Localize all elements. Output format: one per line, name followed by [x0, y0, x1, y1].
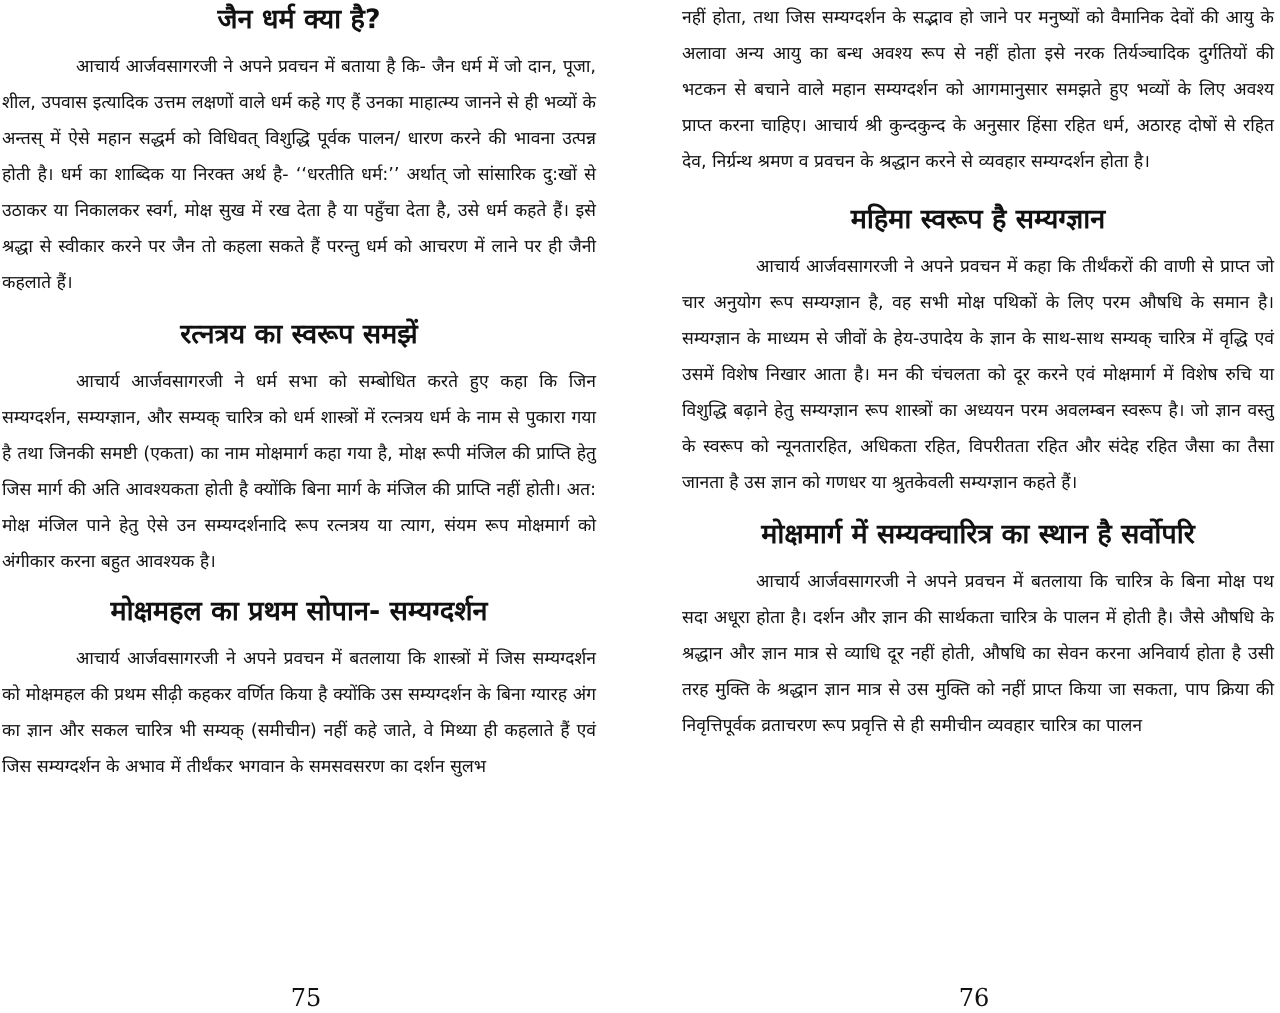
- section-heading: महिमा स्वरूप है सम्यग्ज्ञान: [850, 204, 1106, 235]
- section-heading: रत्नत्रय का स्वरूप समझें: [180, 319, 418, 351]
- section-heading: जैन धर्म क्या है?: [217, 4, 381, 35]
- page-number: 76: [958, 984, 990, 1012]
- right-page: [668, 0, 1280, 1013]
- section-paragraph: आचार्य आर्जवसागरजी ने अपने प्रवचन में बतलाया कि शास्त्रों में जिस सम्यग्दर्शन को मोक्षमहल की प्रथम सीढ़ी कहकर वर्णित किया है क्योंकि उस सम्यग्दर्शन के बिना ग्यारह अंग का ज्ञान और सकल चारित्र भी सम्यक् (समीचीन) नहीं कहे जाते, वे मिथ्या ही कहलाते हैं एवं जिस सम्यग्दर्शन के अभाव में तीर्थंकर भगवान के समसवसरण का दर्शन सुलभ: [2, 649, 596, 778]
- section-paragraph: आचार्य आर्जवसागरजी ने अपने प्रवचन में कहा कि तीर्थंकरों की वाणी से प्राप्त जो चार अनुयोग रूप सम्यग्ज्ञान है, वह सभी मोक्ष पथिकों के लिए परम औषधि के समान है। सम्यग्ज्ञान के माध्यम से जीवों के हेय-उपादेय के ज्ञान के साथ-साथ सम्यक् चारित्र में वृद्धि एवं उसमें विशेष निखार आता है। मन की चंचलता को दूर करने एवं मोक्षमार्ग में विशेष रुचि या विशुद्धि बढ़ाने हेतु सम्यग्ज्ञान रूप शास्त्रों का अध्ययन परम अवलम्बन स्वरूप है। जो ज्ञान वस्तु के स्वरूप को न्यूनतारहित, अधिकता रहित, विपरीतता रहित और संदेह रहित जैसा का तैसा जानता है उस ज्ञान को गणधर या श्रुतकेवली सम्यग्ज्ञान कहते हैं।: [682, 257, 1274, 494]
- section-paragraph: आचार्य आर्जवसागरजी ने अपने प्रवचन में बताया है कि- जैन धर्म में जो दान, पूजा, शील, उपवास इत्यादिक उत्तम लक्षणों वाले धर्म कहे गए हैं उनका माहात्म्य जानने से ही भव्यों के अन्तस् में ऐसे महान सद्धर्म को विधिवत् विशुद्धि पूर्वक पालन/ धारण करने की भावना उत्पन्न होती है। धर्म का शाब्दिक या निरक्त अर्थ है- ‘‘धरतीति धर्म:’’ अर्थात् जो सांसारिक दु:खों से उठाकर या निकालकर स्वर्ग, मोक्ष सुख में रख देता है या पहुँचा देता है, उसे धर्म कहते हैं। इसे श्रद्धा से स्वीकार करने पर जैन तो कहला सकते हैं परन्तु धर्म को आचरण में लाने पर ही जैनी कहलाते हैं।: [2, 57, 596, 294]
- section-paragraph: आचार्य आर्जवसागरजी ने अपने प्रवचन में बतलाया कि चारित्र के बिना मोक्ष पथ सदा अधूरा होता है। दर्शन और ज्ञान की सार्थकता चारित्र के पालन में होती है। जैसे औषधि के श्रद्धान और ज्ञान मात्र से व्याधि दूर नहीं होती, औषधि का सेवन करना अनिवार्य होता है उसी तरह मुक्ति के श्रद्धान ज्ञान मात्र से उस मुक्ति को नहीं प्राप्त किया जा सकता, पाप क्रिया की निवृत्तिपूर्वक व्रताचरण रूप प्रवृत्ति से ही समीचीन व्यवहार चारित्र का पालन: [682, 572, 1274, 737]
- section-paragraph: आचार्य आर्जवसागरजी ने धर्म सभा को सम्बोधित करते हुए कहा कि जिन सम्यग्दर्शन, सम्यग्ज्ञान, और सम्यक् चारित्र को धर्म शास्त्रों में रत्नत्रय धर्म के नाम से पुकारा गया है तथा जिनकी समष्टी (एकता) का नाम मोक्षमार्ग कहा गया है, मोक्ष रूपी मंजिल की प्राप्ति हेतु जिस मार्ग की अति आवश्यकता होती है क्योंकि बिना मार्ग के मंजिल की प्राप्ति नहीं होती। अत: मोक्ष मंजिल पाने हेतु ऐसे उन सम्यग्दर्शनादि रूप रत्नत्रय या त्याग, संयम रूप मोक्षमार्ग को अंगीकार करना बहुत आवश्यक है।: [2, 372, 596, 573]
- section-heading: मोक्षमहल का प्रथम सोपान- सम्यग्दर्शन: [110, 596, 488, 628]
- continued-paragraph: नहीं होता, तथा जिस सम्यग्दर्शन के सद्भाव हो जाने पर मनुष्यों को वैमानिक देवों की आयु के अलावा अन्य आयु का बन्ध अवश्य रूप से नहीं होता इसे नरक तिर्यञ्चादिक दुर्गतियों की भटकन से बचाने वाले महान सम्यग्दर्शन को आगमानुसार समझते हुए भव्यों के लिए अवश्य प्राप्त करना चाहिए। आचार्य श्री कुन्दकुन्द के अनुसार हिंसा रहित धर्म, अठारह दोषों से रहित देव, निर्ग्रन्थ श्रमण व प्रवचन के श्रद्धान करने से व्यवहार सम्यग्दर्शन होता है।: [682, 8, 1274, 172]
- section-heading: मोक्षमार्ग में सम्यक्चारित्र का स्थान है सर्वोपरि: [761, 519, 1195, 551]
- page-number: 75: [290, 984, 322, 1012]
- left-page: [0, 0, 610, 1013]
